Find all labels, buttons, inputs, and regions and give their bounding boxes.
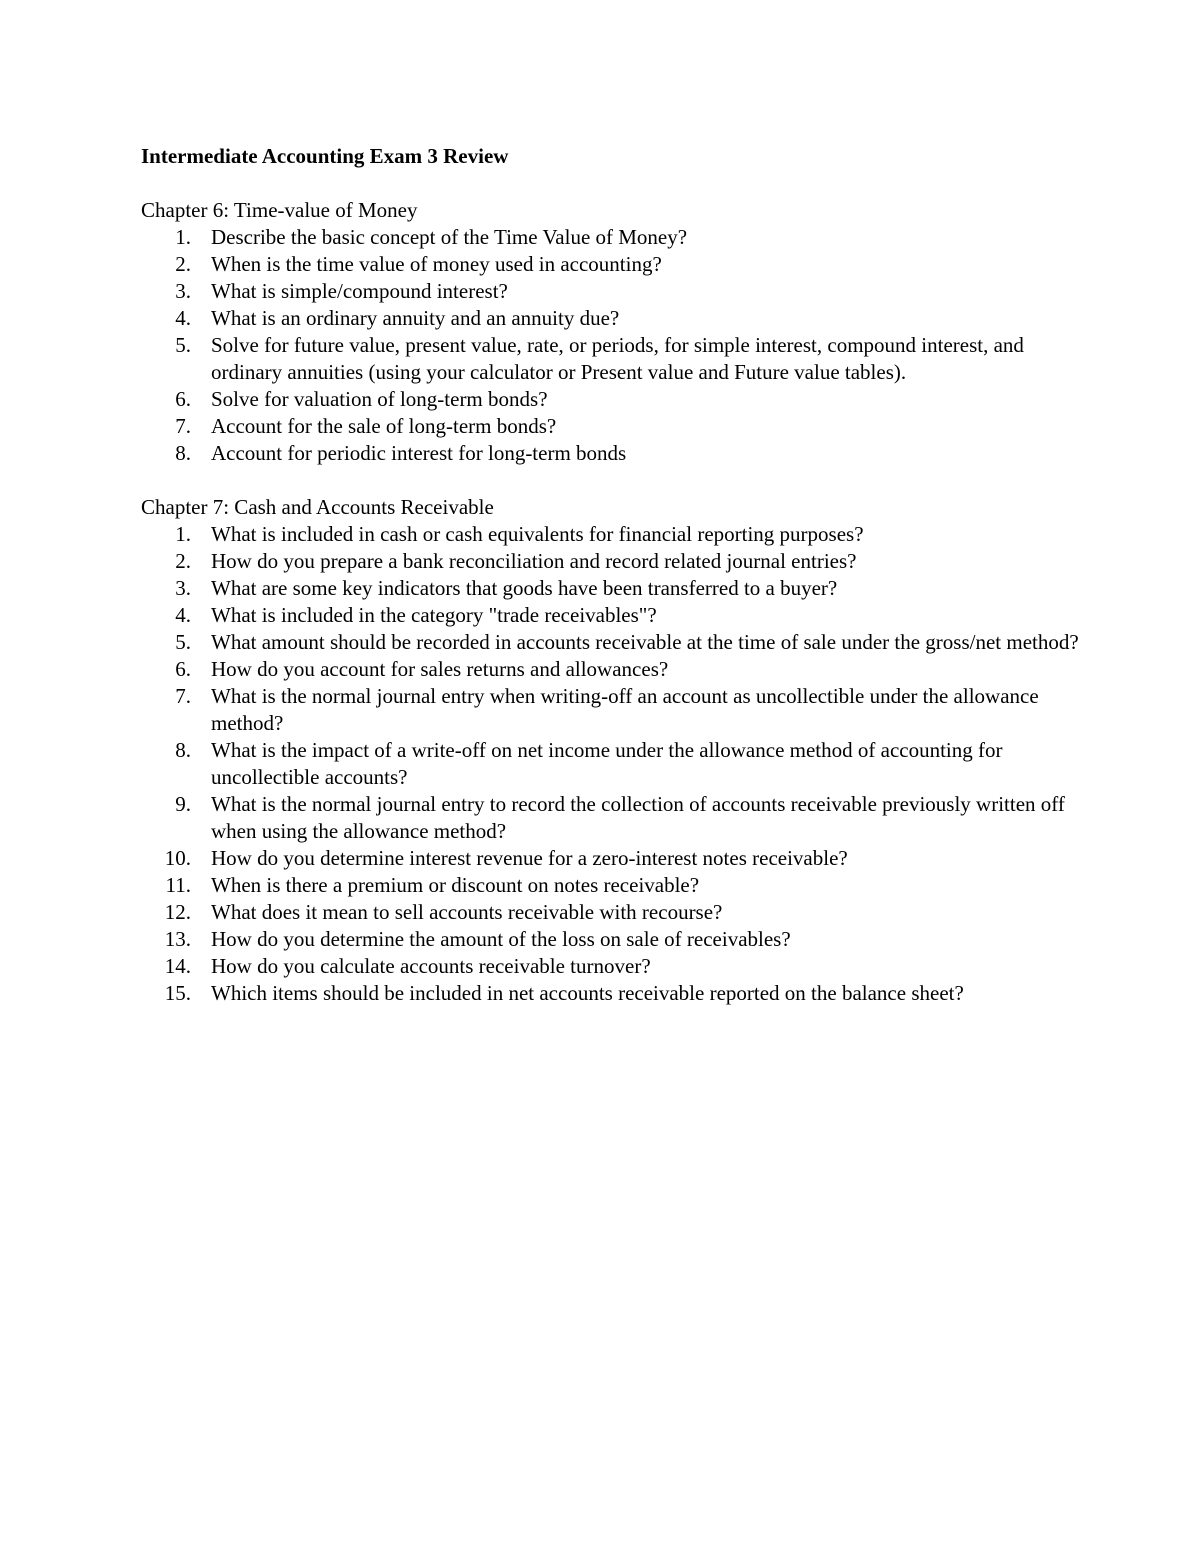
question-item — [141, 980, 1081, 1007]
question-item — [141, 953, 1081, 980]
question-number: 2. — [175, 549, 191, 573]
question-number: 6. — [175, 657, 191, 681]
question-item — [141, 224, 1081, 251]
question-text: Account for periodic interest for long-term bonds — [211, 441, 627, 465]
chapter-heading: Chapter 6: Time-value of Money — [141, 198, 418, 222]
question-text: What are some key indicators that goods have been transferred to a buyer? — [211, 576, 838, 600]
question-number: 6. — [175, 387, 191, 411]
question-text: What amount should be recorded in accounts receivable at the time of sale under the gross/net method? — [211, 630, 1079, 654]
question-number: 7. — [175, 414, 191, 438]
question-text: Solve for valuation of long-term bonds? — [211, 387, 548, 411]
question-item — [141, 575, 1081, 602]
question-number: 12. — [164, 900, 191, 924]
question-text: Which items should be included in net accounts receivable reported on the balance sheet? — [211, 981, 964, 1005]
question-item — [141, 386, 1081, 413]
question-item — [141, 251, 1081, 278]
question-number: 2. — [175, 252, 191, 276]
question-number: 4. — [175, 603, 191, 627]
question-item — [141, 737, 1081, 791]
question-text: What is included in cash or cash equivalents for financial reporting purposes? — [211, 522, 864, 546]
document-body — [141, 143, 1081, 1007]
question-text: What does it mean to sell accounts receivable with recourse? — [211, 900, 723, 924]
question-item — [141, 413, 1081, 440]
question-item — [141, 440, 1081, 467]
question-text: How do you calculate accounts receivable turnover? — [211, 954, 651, 978]
question-item — [141, 872, 1081, 899]
question-item — [141, 629, 1081, 656]
chapter-7-section — [141, 494, 1081, 1007]
question-number: 5. — [175, 333, 191, 357]
question-item — [141, 899, 1081, 926]
question-text: How do you determine interest revenue for a zero-interest notes receivable? — [211, 846, 848, 870]
question-number: 13. — [164, 927, 191, 951]
question-item — [141, 926, 1081, 953]
question-number: 11. — [165, 873, 191, 897]
question-list — [141, 521, 1081, 1007]
question-text: What is the impact of a write-off on net income under the allowance method of accounting for uncollectible accounts? — [211, 738, 1003, 789]
question-text: What is the normal journal entry when writing-off an account as uncollectible under the allowance method? — [211, 684, 1039, 735]
question-number: 1. — [175, 522, 191, 546]
question-number: 7. — [175, 684, 191, 708]
question-list — [141, 224, 1081, 467]
chapter-6-section — [141, 197, 1081, 467]
question-item — [141, 278, 1081, 305]
question-text: How do you determine the amount of the loss on sale of receivables? — [211, 927, 791, 951]
question-item — [141, 683, 1081, 737]
question-item — [141, 332, 1081, 386]
question-number: 14. — [164, 954, 191, 978]
question-text: How do you prepare a bank reconciliation and record related journal entries? — [211, 549, 857, 573]
question-item — [141, 602, 1081, 629]
question-text: How do you account for sales returns and allowances? — [211, 657, 669, 681]
question-item — [141, 656, 1081, 683]
question-text: What is the normal journal entry to record the collection of accounts receivable previously written off when using the allowance method? — [211, 792, 1065, 843]
question-number: 8. — [175, 738, 191, 762]
question-text: What is included in the category "trade receivables"? — [211, 603, 657, 627]
question-number: 10. — [164, 846, 191, 870]
question-number: 5. — [175, 630, 191, 654]
question-text: Describe the basic concept of the Time Value of Money? — [211, 225, 688, 249]
question-number: 8. — [175, 441, 191, 465]
question-text: Solve for future value, present value, rate, or periods, for simple interest, compound interest, and ordinary annuities (using your calculator or Present value and Future value tables). — [211, 333, 1024, 384]
question-number: 9. — [175, 792, 191, 816]
document-title: Intermediate Accounting Exam 3 Review — [141, 144, 509, 168]
question-number: 1. — [175, 225, 191, 249]
question-text: When is there a premium or discount on notes receivable? — [211, 873, 700, 897]
question-text: Account for the sale of long-term bonds? — [211, 414, 557, 438]
question-number: 3. — [175, 279, 191, 303]
chapter-heading: Chapter 7: Cash and Accounts Receivable — [141, 495, 494, 519]
question-item — [141, 305, 1081, 332]
question-number: 4. — [175, 306, 191, 330]
question-item — [141, 548, 1081, 575]
question-number: 3. — [175, 576, 191, 600]
question-item — [141, 791, 1081, 845]
question-text: What is simple/compound interest? — [211, 279, 508, 303]
question-text: When is the time value of money used in accounting? — [211, 252, 662, 276]
question-text: What is an ordinary annuity and an annuity due? — [211, 306, 620, 330]
question-number: 15. — [164, 981, 191, 1005]
question-item — [141, 845, 1081, 872]
question-item — [141, 521, 1081, 548]
